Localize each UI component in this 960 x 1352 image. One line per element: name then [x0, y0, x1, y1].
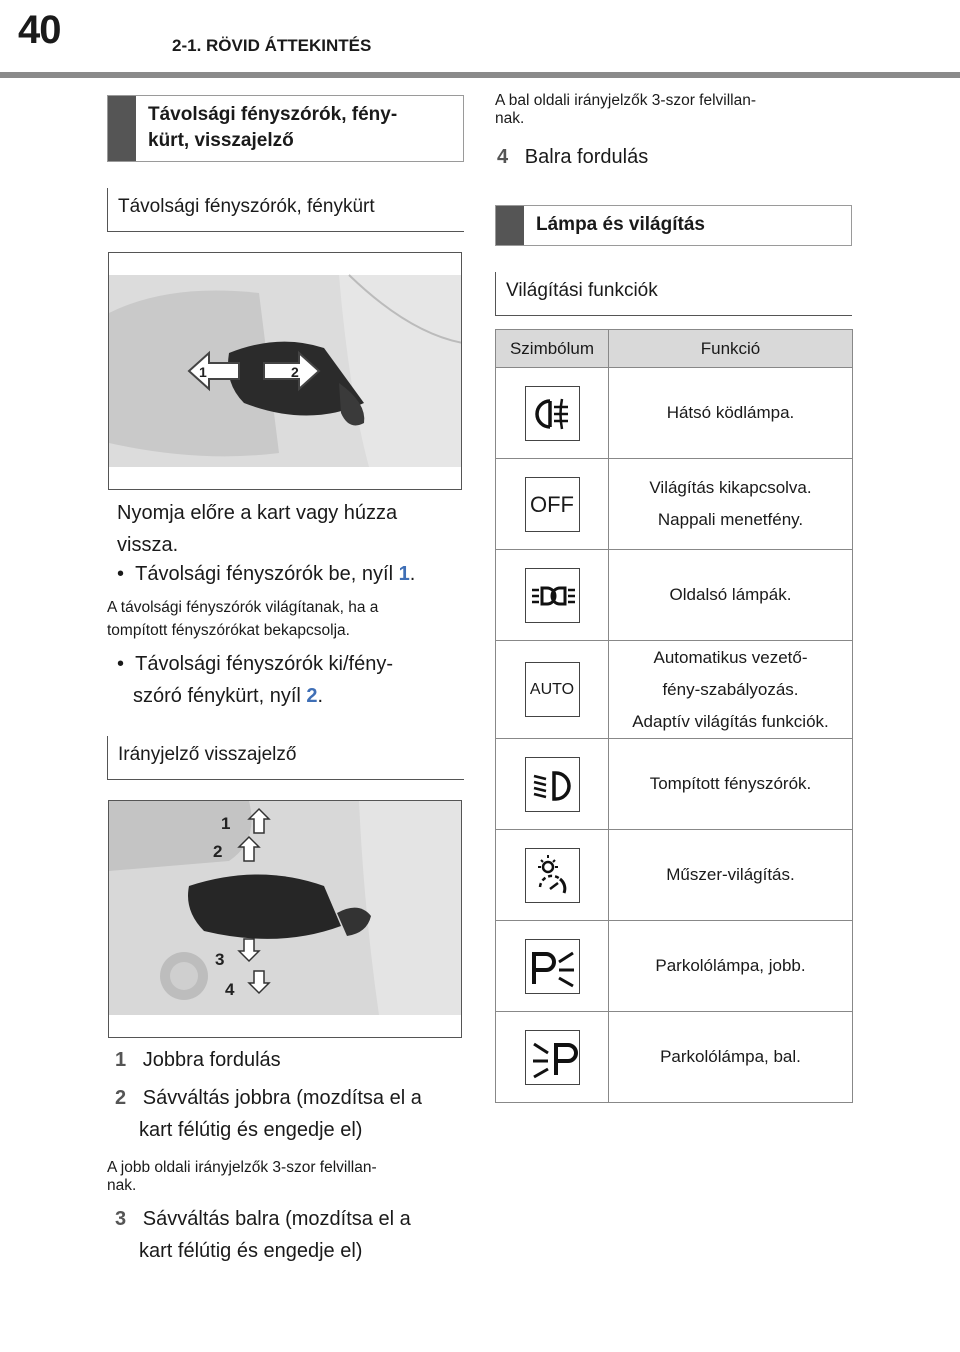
function-text: Nappali menetfény.	[657, 510, 804, 529]
para-line: Nyomja előre a kart vagy húzza	[117, 502, 398, 524]
heading-box-high-beam	[107, 95, 464, 162]
bullet-dot: •	[117, 653, 136, 675]
table-row	[496, 641, 853, 739]
function-text: Oldalsó lámpák.	[669, 585, 792, 604]
rear-fog-lamp-icon	[525, 386, 580, 441]
subheading-lighting-functions	[495, 272, 852, 316]
bullet-high-beam-on	[117, 558, 415, 590]
step-lane-change-right	[115, 1082, 422, 1146]
bullet-high-beam-off	[117, 648, 393, 712]
function-cell	[609, 739, 853, 830]
step-number: 1	[115, 1049, 127, 1071]
heading-box-lamps	[495, 205, 852, 246]
photo-turn-signal-lever	[108, 800, 462, 1038]
arrow-number: 1	[398, 563, 410, 585]
column-header-symbol: Szimbólum	[496, 330, 609, 368]
symbol-cell	[496, 921, 609, 1012]
parking-lamp-left-icon	[525, 1030, 580, 1085]
arrow-label-1: 1	[199, 364, 207, 380]
column-header-function: Funkció	[609, 330, 853, 368]
symbol-cell	[496, 550, 609, 641]
arrow-label-2: 2	[291, 364, 299, 380]
arrow-number: 2	[306, 685, 318, 707]
function-cell	[609, 830, 853, 921]
function-cell	[609, 459, 853, 550]
heading-text: Lámpa és világítás	[536, 214, 705, 235]
table-row	[496, 739, 853, 830]
function-text: Automatikus vezető-	[653, 647, 808, 667]
table-row	[496, 368, 853, 459]
step-lane-change-left	[115, 1203, 411, 1267]
arrow-label-3: 3	[215, 950, 225, 969]
function-cell	[609, 1012, 853, 1103]
table-row	[496, 830, 853, 921]
heading-line: Távolsági fényszórók, fény- kürt, visszajelző	[148, 104, 398, 151]
step-text: Jobbra fordulás	[142, 1049, 281, 1071]
arrow-label-1: 1	[221, 814, 231, 833]
symbol-cell	[496, 1012, 609, 1103]
bullet-text: Távolsági fényszórók ki/fény-	[135, 653, 394, 675]
bullet-dot: •	[117, 563, 136, 585]
step-number: 2	[115, 1087, 127, 1109]
step-text: kart félútig és engedje el)	[139, 1119, 363, 1141]
note-line: A jobb oldali irányjelzők 3-szor felvillan-	[107, 1159, 377, 1176]
bullet-text: szóró fénykürt, nyíl	[133, 685, 307, 707]
para-line: vissza.	[117, 534, 179, 556]
arrow-label-2: 2	[213, 842, 223, 861]
table-row	[496, 550, 853, 641]
auto-icon: AUTO	[525, 662, 580, 717]
subheading-text: Világítási funkciók	[506, 280, 658, 301]
step-text: kart félútig és engedje el)	[139, 1240, 363, 1262]
table-row	[496, 1012, 853, 1103]
step-left-turn	[497, 141, 648, 173]
function-text: Parkolólámpa, jobb.	[655, 956, 806, 975]
function-text: fény-szabályozás.	[662, 679, 799, 699]
note-line: A bal oldali irányjelzők 3-szor felvillan-	[495, 92, 757, 109]
function-cell	[609, 641, 853, 739]
symbol-cell	[496, 368, 609, 459]
function-cell	[609, 550, 853, 641]
note-line: nak.	[107, 1177, 137, 1194]
symbol-cell	[496, 459, 609, 550]
step-text: Sávváltás balra (mozdítsa el a	[142, 1208, 411, 1230]
function-text: Műszer-világítás.	[666, 865, 795, 884]
section-title: 2-1. RÖVID ÁTTEKINTÉS	[172, 36, 372, 55]
off-icon: OFF	[525, 477, 580, 532]
step-text: Balra fordulás	[524, 146, 649, 168]
heading-bar	[108, 96, 136, 161]
function-text: Tompított fényszórók.	[649, 774, 812, 793]
note-high-beam	[107, 597, 378, 641]
side-lamps-icon	[525, 568, 580, 623]
para-push-lever	[117, 497, 397, 561]
bullet-text: Távolsági fényszórók be, nyíl	[135, 563, 399, 585]
symbol-cell	[496, 830, 609, 921]
lever-illustration-2	[109, 801, 462, 1038]
parking-lamp-right-icon	[525, 939, 580, 994]
note-left-flash	[495, 92, 756, 128]
low-beam-icon	[525, 757, 580, 812]
step-number: 3	[115, 1208, 127, 1230]
table-row	[496, 921, 853, 1012]
page-number: 40	[18, 8, 61, 52]
function-text: Parkolólámpa, bal.	[660, 1047, 801, 1066]
function-text: Világítás kikapcsolva.	[649, 478, 812, 497]
subheading-text: Távolsági fényszórók, fénykürt	[118, 196, 375, 217]
lighting-functions-table	[495, 329, 853, 1103]
lever-illustration-1	[109, 253, 462, 490]
step-number: 4	[497, 146, 509, 168]
table-row	[496, 459, 853, 550]
table-header-row	[496, 330, 853, 368]
subheading-turn-signal	[107, 736, 464, 780]
arrow-label-4: 4	[225, 980, 235, 999]
instrument-lighting-icon	[525, 848, 580, 903]
photo-high-beam-lever	[108, 252, 462, 490]
symbol-cell	[496, 739, 609, 830]
step-right-turn	[115, 1044, 281, 1076]
header-rule	[0, 72, 960, 78]
heading-text	[148, 102, 453, 154]
heading-bar	[496, 206, 524, 245]
bullet-end: .	[409, 563, 416, 585]
note-right-flash	[107, 1159, 377, 1195]
note-line: nak.	[495, 110, 525, 127]
note-line: A távolsági fényszórók világítanak, ha a	[107, 599, 379, 616]
subheading-high-beam	[107, 188, 464, 232]
function-text: Hátsó ködlámpa.	[666, 403, 795, 422]
step-text: Sávváltás jobbra (mozdítsa el a	[142, 1087, 422, 1109]
note-line: tompított fényszórókat bekapcsolja.	[107, 622, 350, 639]
function-cell	[609, 921, 853, 1012]
subheading-text: Irányjelző visszajelző	[118, 744, 297, 765]
function-text: Adaptív világítás funkciók.	[632, 711, 829, 731]
function-cell	[609, 368, 853, 459]
bullet-end: .	[317, 685, 324, 707]
symbol-cell	[496, 641, 609, 739]
